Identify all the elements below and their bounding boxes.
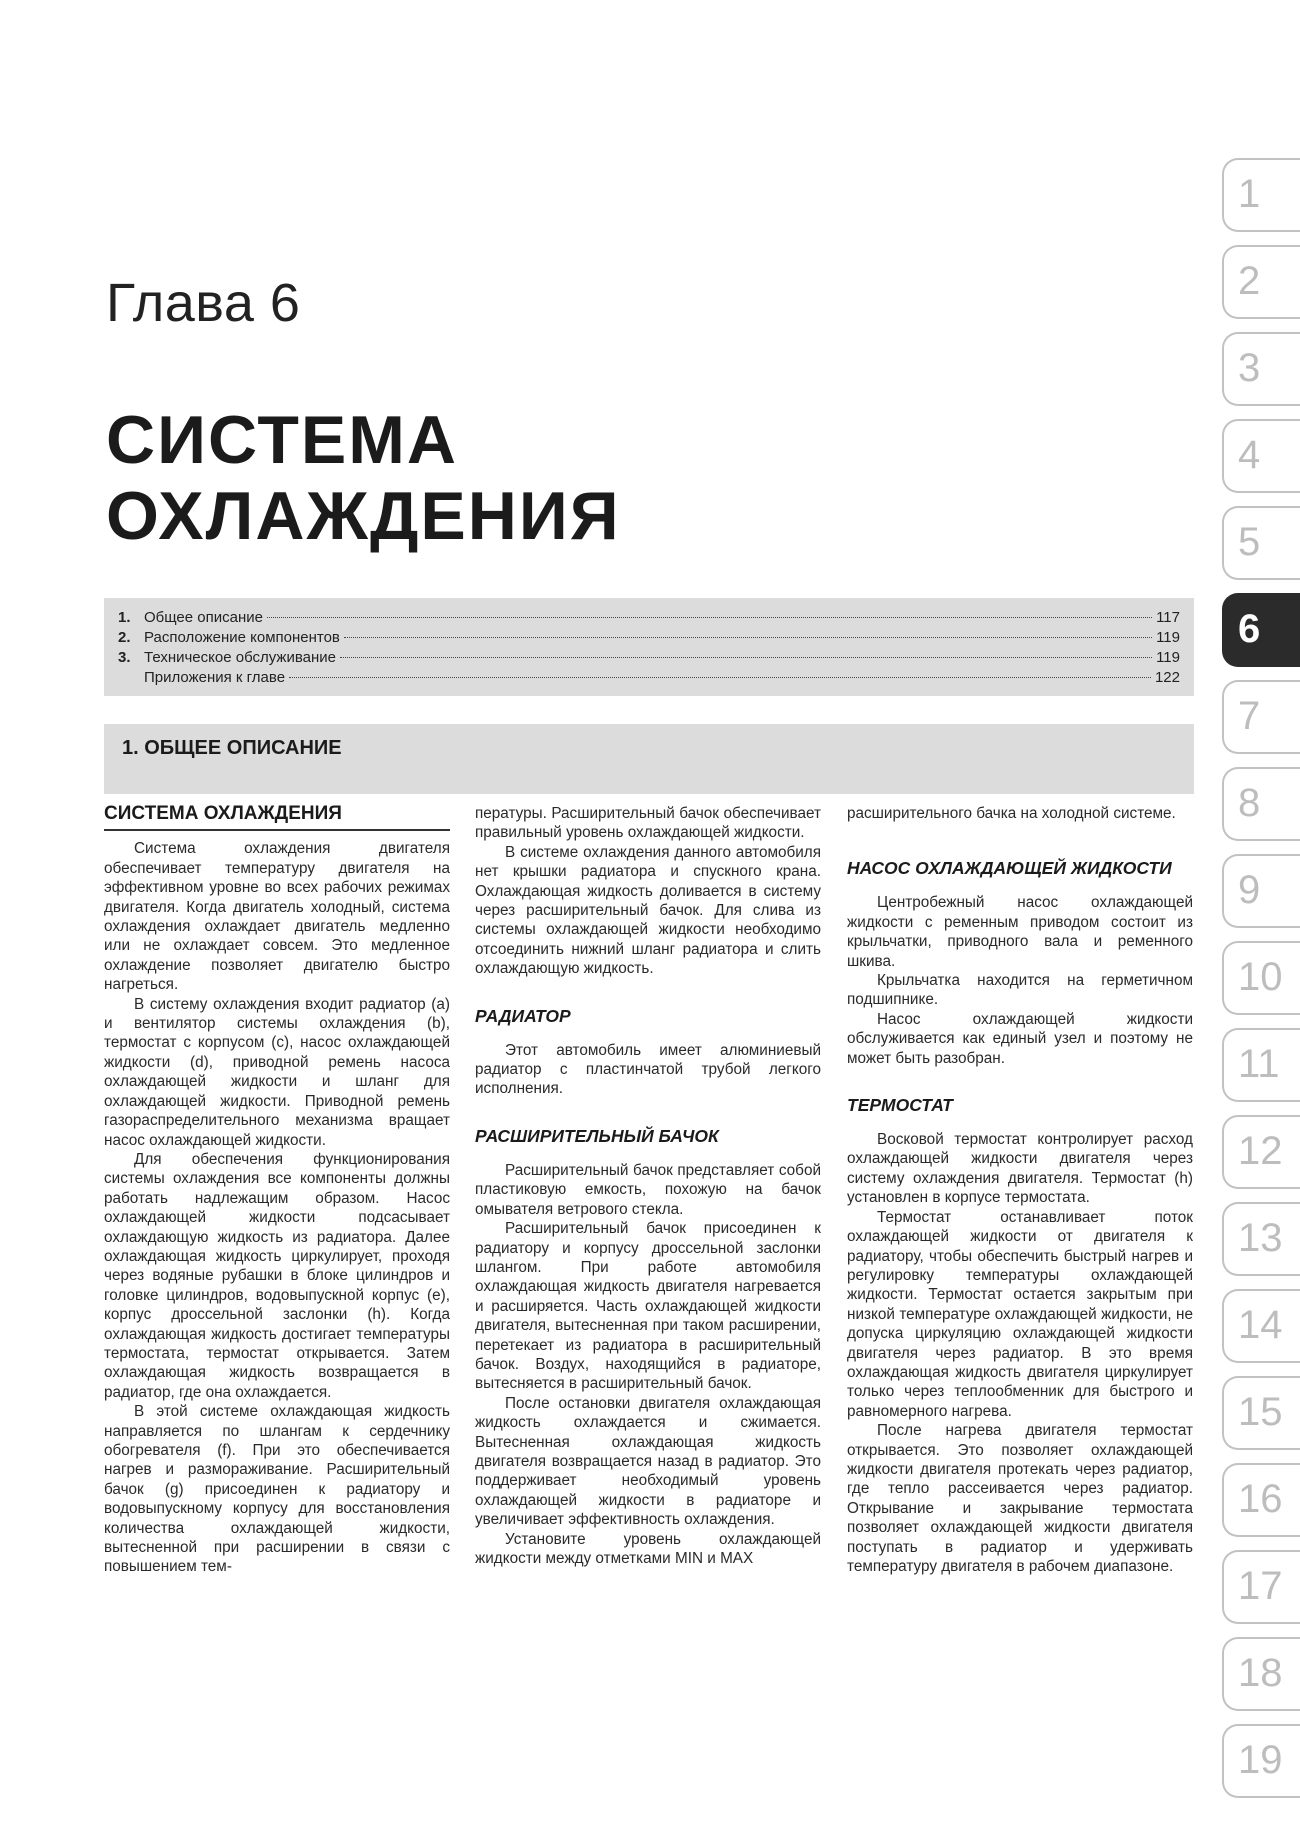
heading-cooling-system: СИСТЕМА ОХЛАЖДЕНИЯ [104, 804, 450, 831]
toc-leader-dots [340, 657, 1152, 658]
paragraph: Расширительный бачок присоединен к радиатору и корпусу дроссельной заслонки шлангом. При работе автомобиля охлаждающая жидкость двигателя нагревается и расширяется. Часть охлаждающей жидкости двигателя, вытесненная при таком расширении, перетекает из радиатора в расширительный бачок. Воздух, находящийся в радиаторе, вытесняется в расширительный бачок. [475, 1220, 821, 1393]
toc-entry-title: Техническое обслуживание [144, 649, 336, 666]
toc-entry-number: 3. [118, 649, 131, 666]
chapter-tab-number: 9 [1238, 868, 1261, 912]
chapter-tab-number: 7 [1238, 694, 1261, 738]
chapter-tab-number: 12 [1238, 1129, 1283, 1173]
toc-entry[interactable] [118, 628, 1180, 648]
chapter-tab-16[interactable] [1222, 1463, 1300, 1537]
chapter-tab-14[interactable] [1222, 1289, 1300, 1363]
section-title: 1. ОБЩЕЕ ОПИСАНИЕ [122, 737, 342, 759]
chapter-tab-number: 14 [1238, 1303, 1283, 1347]
text-column-1 [104, 804, 450, 1577]
chapter-tab-number: 13 [1238, 1216, 1283, 1260]
paragraph: Этот автомобиль имеет алюминиевый радиатор с пластинчатой трубой легкого исполнения. [475, 1041, 821, 1098]
paragraph: Восковой термостат контролирует расход охлаждающей жидкости двигателя через систему охлаждения двигателя. Термостат (h) установлен в корпусе термостата. [847, 1131, 1193, 1207]
chapter-tab-1[interactable] [1222, 158, 1300, 232]
toc-entry-title: Приложения к главе [144, 669, 286, 686]
chapter-tab-4[interactable] [1222, 419, 1300, 493]
section-header [104, 724, 1194, 794]
chapter-tab-number: 11 [1238, 1042, 1280, 1086]
paragraph: Система охлаждения двигателя обеспечивает температуру двигателя на эффективном уровне во всех рабочих режимах двигателя. Когда двигатель холодный, система охлаждения охлаждает двигатель медленно или не охлаждает совсем. Это медленное охлаждение позволяет двигателю быстро нагреться. [104, 840, 450, 994]
paragraph: Установите уровень охлаждающей жидкости между отметками MIN и MAX [475, 1530, 821, 1567]
chapter-tab-number: 19 [1238, 1738, 1283, 1782]
chapter-tab-number: 16 [1238, 1477, 1283, 1521]
paragraph: Насос охлаждающей жидкости обслуживается как единый узел и поэтому не может быть разобран. [847, 1010, 1193, 1067]
chapter-tab-number: 10 [1238, 955, 1283, 999]
chapter-tab-number: 15 [1238, 1390, 1283, 1434]
toc-entry[interactable] [118, 668, 1180, 688]
paragraph: Центробежный насос охлаждающей жидкости с ременным приводом состоит из крыльчатки, приводного вала и ременного шкива. [847, 894, 1193, 970]
table-of-contents [104, 598, 1194, 696]
chapter-title-line1: СИСТЕМА [106, 402, 459, 478]
paragraph: Для обеспечения функционирования системы охлаждения все компоненты должны работать надлежащим образом. Насос охлаждающей жидкости подсасывает охлаждающую жидкость из радиатора. Далее охлаждающая жидкость циркулирует, проходя через водяные рубашки в блоке цилиндров и головке цилиндров, водовыпускной корпус (e), корпус дроссельной заслонки (h). Когда охлаждающая жидкость достигает температуры термостата, термостат открывается. Затем охлаждающая жидкость возвращается в радиатор, где она охлаждается. [104, 1150, 450, 1401]
chapter-tab-6-active[interactable] [1222, 593, 1300, 667]
chapter-tab-18[interactable] [1222, 1637, 1300, 1711]
paragraph: В систему охлаждения входит радиатор (a) и вентилятор системы охлаждения (b), термостат с корпусом (c), насос охлаждающей жидкости (d), приводной ремень насоса охлаждающей жидкости и шланг для охлаждающей жидкости. Приводной ремень газораспределительного механизма вращает насос охлаждающей жидкости. [104, 995, 450, 1149]
chapter-tab-15[interactable] [1222, 1376, 1300, 1450]
paragraph: В этой системе охлаждающая жидкость направляется по шлангам к сердечнику обогревателя (f). При это обеспечивается нагрев и размораживание. Расширительный бачок (g) присоединен к радиатору и водовыпускному корпусу для восстановления количества охлаждающей жидкости, вытесненной при расширении в связи с повышением тем- [104, 1403, 450, 1576]
chapter-tab-number: 5 [1238, 520, 1261, 564]
chapter-tab-7[interactable] [1222, 680, 1300, 754]
paragraph: расширительного бачка на холодной системе. [847, 805, 1176, 822]
paragraph: Крыльчатка находится на герметичном подшипнике. [847, 972, 1193, 1009]
chapter-tabs [1222, 158, 1300, 1811]
toc-entry-page: 119 [1156, 649, 1180, 666]
chapter-tab-13[interactable] [1222, 1202, 1300, 1276]
toc-leader-dots [344, 637, 1152, 638]
text-column-3 [847, 804, 1193, 1576]
toc-entry[interactable] [118, 608, 1180, 628]
chapter-tab-12[interactable] [1222, 1115, 1300, 1189]
chapter-tab-number: 17 [1238, 1564, 1283, 1608]
chapter-tab-number: 8 [1238, 781, 1261, 825]
chapter-title [106, 402, 621, 554]
heading-coolant-pump: НАСОС ОХЛАЖДАЮЩЕЙ ЖИДКОСТИ [847, 858, 1172, 879]
chapter-tab-3[interactable] [1222, 332, 1300, 406]
toc-entry-number: 2. [118, 629, 131, 646]
paragraph: Термостат останавливает поток охлаждающей жидкости от двигателя к радиатору, чтобы обеспечить быстрый нагрев и регулировку температуры охлаждающей жидкости. Термостат остается закрытым при низкой температуре охлаждающей жидкости, не допуска циркуляцию охлаждающей жидкости двигателя через радиатор. В это время охлаждающая жидкость двигателя циркулирует только через теплообменник для быстрого и равномерного нагрева. [847, 1208, 1193, 1420]
toc-entry-title: Расположение компонентов [144, 629, 340, 646]
heading-expansion-tank: РАСШИРИТЕЛЬНЫЙ БАЧОК [475, 1125, 719, 1146]
chapter-tab-number: 4 [1238, 433, 1261, 477]
text-column-2 [475, 804, 821, 1568]
chapter-tab-9[interactable] [1222, 854, 1300, 928]
toc-entry-title: Общее описание [144, 609, 263, 626]
chapter-tab-17[interactable] [1222, 1550, 1300, 1624]
toc-entry-page: 119 [1156, 629, 1180, 646]
chapter-tab-11[interactable] [1222, 1028, 1300, 1102]
chapter-tab-number: 18 [1238, 1651, 1283, 1695]
chapter-tab-number: 3 [1238, 346, 1261, 390]
toc-entry-page: 117 [1156, 609, 1180, 626]
chapter-tab-number: 2 [1238, 259, 1261, 303]
toc-entry-number: 1. [118, 609, 131, 626]
paragraph: пературы. Расширительный бачок обеспечивает правильный уровень охлаждающей жидкости. [475, 805, 821, 842]
toc-entry-page: 122 [1154, 669, 1180, 686]
chapter-tab-19[interactable] [1222, 1724, 1300, 1798]
chapter-tab-5[interactable] [1222, 506, 1300, 580]
chapter-label: Глава 6 [106, 273, 301, 333]
paragraph: После остановки двигателя охлаждающая жидкость охлаждается и сжимается. Вытесненная охлаждающая жидкость двигателя возвращается назад в радиатор. Это поддерживает необходимый уровень охлаждающей жидкости в радиаторе и увеличивает эффективность охлаждения. [475, 1394, 821, 1529]
heading-thermostat: ТЕРМОСТАТ [847, 1095, 953, 1116]
toc-entry[interactable] [118, 648, 1180, 668]
paragraph: После нагрева двигателя термостат открывается. Это позволяет охлаждающей жидкости двигателя протекать через радиатор, где тепло рассеивается через радиатор. Открывание и закрывание термостата позволяет охлаждающей жидкости двигателя поступать в радиатор и удерживать температуру двигателя в рабочем диапазоне. [847, 1422, 1193, 1575]
chapter-tab-number: 1 [1238, 172, 1261, 216]
paragraph: Расширительный бачок представляет собой пластиковую емкость, похожую на бачок омывателя ветрового стекла. [475, 1161, 821, 1218]
toc-leader-dots [267, 617, 1152, 618]
paragraph: В системе охлаждения данного автомобиля нет крышки радиатора и спускного крана. Охлаждающая жидкость доливается в систему через расширительный бачок. Для слива из системы охлаждающей жидкости необходимо отсоединить нижний шланг радиатора и слить охлаждающую жидкость. [475, 843, 821, 978]
chapter-tab-2[interactable] [1222, 245, 1300, 319]
chapter-tab-10[interactable] [1222, 941, 1300, 1015]
chapter-tab-8[interactable] [1222, 767, 1300, 841]
chapter-tab-number: 6 [1238, 607, 1261, 651]
heading-radiator: РАДИАТОР [475, 1005, 571, 1026]
chapter-title-line2: ОХЛАЖДЕНИЯ [106, 478, 621, 554]
toc-leader-dots [289, 677, 1151, 678]
